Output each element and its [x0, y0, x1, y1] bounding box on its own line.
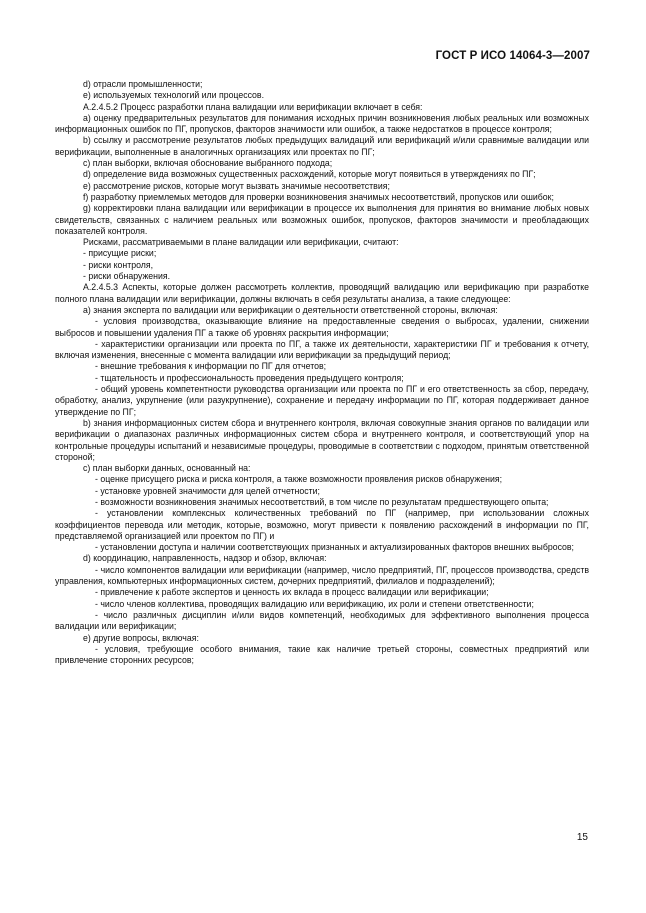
list-item: - установлении доступа и наличии соответствующих признанных и актуализированных факторов внешних выбросов;	[95, 542, 574, 553]
list-item: - условия, требующие особого внимания, такие как наличие третьей стороны, совместных предприятий или привлечение сторонних ресурсов;	[55, 643, 589, 666]
paragraph: d) координацию, направленность, надзор и обзор, включая:	[83, 553, 327, 564]
paragraph: b) ссылку и рассмотрение результатов любых предыдущих валидаций или верификаций и/или сравнимые валидации или верификации, выполненные в аналогичных организациях или проектах по ПГ;	[55, 135, 589, 157]
paragraph: а) знания эксперта по валидации или верификации о деятельности ответственной стороны, включая:	[83, 304, 498, 315]
paragraph: g) корректировки плана валидации или верификации в процессе их выполнения для принятия во внимание любых новых свидетельств, связанных с наличием реальных или возможных ошибок, пропусков, факторов значимости и преобладающих показателей контроля.	[55, 203, 589, 236]
paragraph: c) план выборки, включая обоснование выбранного подхода;	[83, 158, 333, 169]
paragraph: Рисками, рассматриваемыми в плане валидации или верификации, считают:	[83, 237, 399, 248]
list-item: - риски обнаружения.	[83, 271, 171, 282]
list-item: - установке уровней значимости для целей отчетности;	[95, 485, 320, 496]
list-item: - число членов коллектива, проводящих валидацию или верификацию, их роли и степени ответственности;	[95, 598, 534, 609]
list-item: - риски контроля,	[83, 259, 154, 270]
paragraph: а) оценку предварительных результатов для понимания исходных причин возникновения любых реальных или возможных информационных ошибок по ПГ, пропусков, факторов значимости или ошибок, а также недостатков в процессе контроля;	[55, 112, 589, 135]
list-item: - тщательность и профессиональность проведения предыдущего контроля;	[95, 372, 404, 383]
paragraph: e) рассмотрение рисков, которые могут вызвать значимые несоответствия;	[83, 180, 390, 191]
list-item: - установлении комплексных количественных требований по ПГ (например, при использовании сложных коэффициентов перевода или методик, которые, возможно, могут привести к появлению расхождений в информации по ПГ, представляемой организацией или проектом по ПГ) и	[55, 508, 589, 541]
list-item: - привлечение к работе экспертов и ценность их вклада в процесс валидации или верификации;	[95, 587, 489, 598]
paragraph: f) разработку приемлемых методов для проверки возникновения значимых несоответствий, пропусков или ошибок;	[83, 191, 554, 202]
list-item: - внешние требования к информации по ПГ для отчетов;	[95, 361, 327, 372]
paragraph: c) план выборки данных, основанный на:	[83, 463, 251, 474]
section-heading: А.2.4.5.2 Процесс разработки плана валидации или верификации включает в себя:	[83, 101, 423, 112]
list-item: - характеристики организации или проекта по ПГ, а также их деятельности, характеристики ПГ и требования к отчету, включая изменения, внесенные с момента валидации или верификации за предыдущий период;	[55, 338, 589, 361]
document-header: ГОСТ Р ИСО 14064-3—2007	[435, 50, 590, 62]
list-item: - условия производства, оказывающие влияние на предоставленные сведения о выбросах, удалении, снижении выбросов и повышении удаления ПГ а также об уровнях раскрытия информации;	[55, 316, 589, 338]
list-item: - возможности возникновения значимых несоответствий, в том числе по результатам предшествующего опыта;	[95, 496, 549, 507]
paragraph: e) другие вопросы, включая:	[83, 632, 199, 643]
page-number: 15	[576, 832, 588, 843]
section-heading: А.2.4.5.3 Аспекты, которые должен рассмотреть коллектив, проводящий валидацию или верификацию при разработке полного плана валидации или верификации, должны включать в себя результаты анализа, а такие следующее:	[55, 282, 589, 304]
list-item: - присущие риски;	[83, 248, 157, 259]
list-item: - оценке присущего риска и риска контроля, а также возможности проявления рисков обнаружения;	[95, 474, 503, 485]
paragraph: e) используемых технологий или процессов.	[83, 90, 265, 101]
document-body	[55, 79, 589, 666]
list-item: - число различных дисциплин и/или видов компетенций, необходимых для эффективного выполнения процесса валидации или верификации;	[55, 609, 589, 632]
paragraph: b) знания информационных систем сбора и внутреннего контроля, включая совокупные знания органов по валидации или верификации о диапазонах различных информационных систем сбора и внутреннего контроля, и соответствующий упор на контрольные процедуры испытаний и независимые процедуры, проводимые в соответствии с подходом, принятым ответственной стороной;	[55, 417, 589, 462]
paragraph: d) отрасли промышленности;	[83, 79, 203, 89]
paragraph: d) определение вида возможных существенных расхождений, которые могут появиться в утверждениях по ПГ;	[83, 169, 536, 180]
list-item: - число компонентов валидации или верификации (например, число предприятий, ПГ, процессов производства, средств управления, компьютерных информационных систем, дочерних предприятий, филиалов и подразделений);	[55, 564, 589, 587]
list-item: - общий уровень компетентности руководства организации или проекта по ПГ и его ответственность за сбор, передачу, обработку, анализ, укрупнение (или разукрупнение), сохранение и передачу информации по ПГ, которая поддерживает данное утверждение по ПГ;	[55, 384, 589, 417]
